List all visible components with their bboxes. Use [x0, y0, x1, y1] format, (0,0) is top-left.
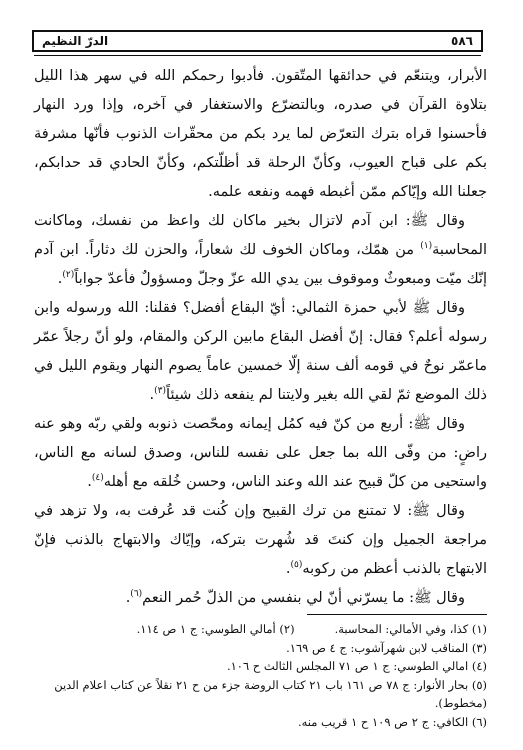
footnote-marker: (٥): [290, 560, 303, 571]
running-header: [32, 30, 483, 52]
footnote: (٥) بحار الأنوار: ج ٧٨ ص ١٦١ باب ٢١ كتاب الروضة جزء من ح ٢١ نقلاً عن كتاب اعلام الدين (مخطوط).: [54, 677, 487, 710]
header-underline: [34, 55, 481, 56]
footnote: (٣) المناقب لابن شهرآشوب: ج ٤ ص ١٦٩.: [286, 640, 487, 655]
paragraph: الأبرار، ويتنعّم في حدائقها المتّقون. فأدبوا رحمكم الله في سهر هذا الليل بتلاوة القرآن في صدره، وبالتضرّع والاستغفار في آخره، وإذا ورد النهار فأحسنوا قراه بترك التعرّض لما يرد بكم من محقّرات الذنوب فأنّها مشرفة بكم على قباح العيوب، وكأنّ الرحلة قد أظلّتكم، وكأنّ الحادي قد حدابكم، جعلنا الله وإيّاكم ممّن أغبطه فهمه ونفعه علمه.: [34, 68, 487, 200]
footnote-marker: (٣): [154, 386, 167, 397]
book-title: الدرّ النظيم: [42, 34, 109, 48]
footnotes: [34, 620, 487, 731]
footnote: (٦) الكافي: ج ٢ ص ١٠٩ ح ١ قريب منه.: [297, 714, 487, 729]
footnote-separator: [307, 614, 487, 615]
footnote-row: [34, 676, 487, 713]
paragraph: وقال ﷺ: لا تمتنع من ترك القبيح وإن كُنت قد عُرفت به، ولا تزهد في مراجعة الجميل وإن كنتَ قد شُهرت بتركه، وإيّاك والابتهاج بالذنب فإنّ الابتهاج بالذنب أعظم من ركوبه$^{(٥)}$.: [34, 503, 487, 577]
paragraph: وقال ﷺ: ما يسرّني أنّ لي بنفسي من الذلّ حُمر النعم$^{(٦)}$.: [125, 589, 465, 606]
footnote: (٢) أمالي الطوسي: ج ١ ص ١١٤.: [136, 622, 295, 636]
footnote-row: [34, 620, 487, 639]
body-text: [34, 62, 487, 613]
paragraph: وقال ﷺ لأبي حمزة الثمالي: أيّ البقاع أفضل؟ فقلنا: الله ورسوله وابن رسوله أعلم؟ فقال: إنّ أفضل البقاع مابين الركن والمقام، ولو أنّ رجلاً عمّر ماعمّر نوحٌ في قومه ألف سنة إلّا خمسين عاماً يصوم النهار ويقوم الليل في ذلك الموضع ثمّ لقي الله بغير ولايتنا لم ينفعه ذلك شيئاً$^{(٣)}$.: [34, 300, 487, 403]
footnote-marker: (٢): [62, 270, 75, 281]
footnote-marker: (٦): [130, 589, 143, 600]
paragraph: وقال ﷺ: ابن آدم لاتزال بخير ماكان لك واعظ من نفسك، وماكانت المحاسبة$^{(١)}$ من همّك، وماكان الخوف لك شعاراً، والحزن لك دثاراً. ابن آدم إنّك ميّت ومبعوثٌ وموقوف بين يدي الله عزّ وجلّ ومسؤولٌ فأعدّ جواباً$^{(٢)}$.: [34, 213, 487, 287]
footnote: (٤) امالي الطوسي: ج ١ ص ٧١ المجلس الثالث ح ١٠٦.: [226, 659, 487, 673]
page-number: ٥٨٦: [451, 34, 473, 48]
footnote-row: [34, 639, 487, 658]
footnote-marker: (٤): [91, 473, 104, 484]
footnote: (١) كذا، وفي الأمالي: المحاسبة.: [334, 622, 487, 636]
footnote-row: [34, 657, 487, 676]
paragraph: وقال ﷺ: أربع من كنّ فيه كمُل إيمانه ومحّصت ذنوبه ولقي ربّه وهو عنه راضٍ: من وفّى الله بما جعل على نفسه للناس، وصدق لسانه مع الناس، واستحيى من كلّ قبيح عند الله وعند الناس، وحسن خُلقه مع أهله$^{(٤)}$.: [34, 416, 487, 490]
footnote-row: [34, 713, 487, 732]
footnote-marker: (١): [420, 241, 433, 252]
